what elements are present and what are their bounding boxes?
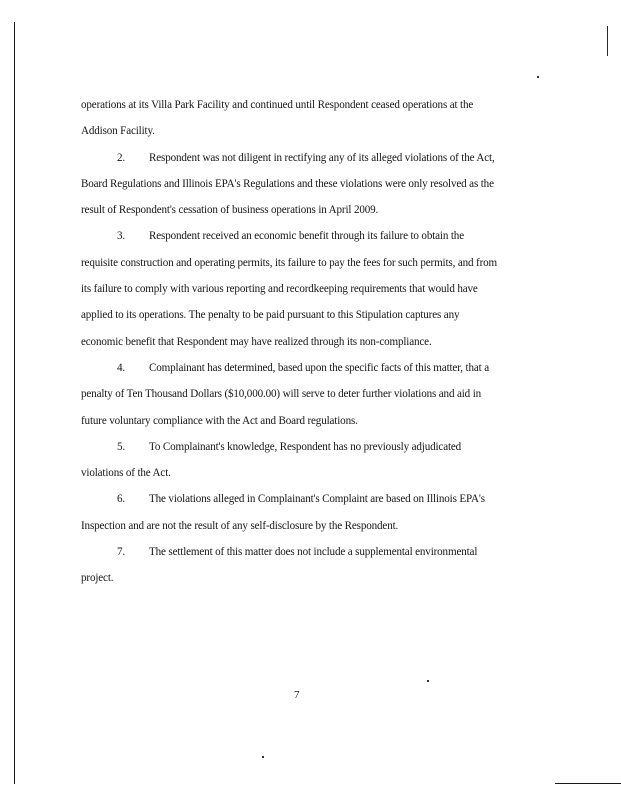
text-line: its failure to comply with various reporting and recordkeeping requirements that would have bbox=[81, 283, 478, 296]
text-line: Respondent was not diligent in rectifying any of its alleged violations of the Act, bbox=[149, 151, 495, 164]
paragraph-number: 4. bbox=[117, 361, 126, 374]
text-line: result of Respondent's cessation of business operations in April 2009. bbox=[81, 204, 379, 217]
paragraph-number: 2. bbox=[117, 151, 126, 164]
text-line: project. bbox=[81, 572, 114, 585]
paragraph-number: 5. bbox=[117, 440, 126, 453]
scan-edge-right bbox=[607, 26, 608, 56]
text-line: penalty of Ten Thousand Dollars ($10,000.00) will serve to deter further violations and aid in bbox=[81, 388, 482, 401]
text-line: Addison Facility. bbox=[81, 125, 155, 138]
paragraph-7-first-line bbox=[81, 539, 526, 565]
paragraph-2-first-line bbox=[81, 145, 526, 171]
scan-edge-bottom bbox=[555, 783, 621, 784]
scan-speck bbox=[427, 680, 429, 682]
paragraph-4-first-line bbox=[81, 355, 526, 381]
text-line: Respondent received an economic benefit through its failure to obtain the bbox=[149, 230, 464, 243]
page-number: 7 bbox=[294, 689, 300, 701]
text-line: future voluntary compliance with the Act and Board regulations. bbox=[81, 414, 358, 427]
text-line: Inspection and are not the result of any self-disclosure by the Respondent. bbox=[81, 519, 399, 532]
text-line: operations at its Villa Park Facility and continued until Respondent ceased operations at the bbox=[81, 99, 474, 111]
text-line: To Complainant's knowledge, Respondent has no previously adjudicated bbox=[149, 440, 462, 453]
paragraph-number: 3. bbox=[117, 230, 126, 243]
text-line: The violations alleged in Complainant's Complaint are based on Illinois EPA's bbox=[149, 493, 485, 506]
paragraph-5-first-line bbox=[81, 434, 526, 460]
text-line: violations of the Act. bbox=[81, 467, 171, 480]
scan-edge-left bbox=[14, 22, 15, 784]
paragraph-number: 7. bbox=[117, 546, 126, 559]
document-body bbox=[81, 92, 526, 592]
scan-speck bbox=[262, 756, 264, 758]
text-line: economic benefit that Respondent may have realized through its non-compliance. bbox=[81, 335, 432, 348]
text-line: The settlement of this matter does not include a supplemental environmental bbox=[149, 546, 478, 559]
paragraph-6-first-line bbox=[81, 486, 526, 512]
text-line: applied to its operations. The penalty to be paid pursuant to this Stipulation captures any bbox=[81, 309, 460, 322]
text-line: requisite construction and operating permits, its failure to pay the fees for such permits, and from bbox=[81, 256, 497, 269]
paragraph-number: 6. bbox=[117, 493, 126, 506]
text-line: Complainant has determined, based upon the specific facts of this matter, that a bbox=[149, 361, 489, 374]
scan-speck bbox=[537, 76, 539, 78]
paragraph-3-first-line bbox=[81, 223, 526, 249]
text-line: Board Regulations and Illinois EPA's Regulations and these violations were only resolved as the bbox=[81, 177, 494, 190]
